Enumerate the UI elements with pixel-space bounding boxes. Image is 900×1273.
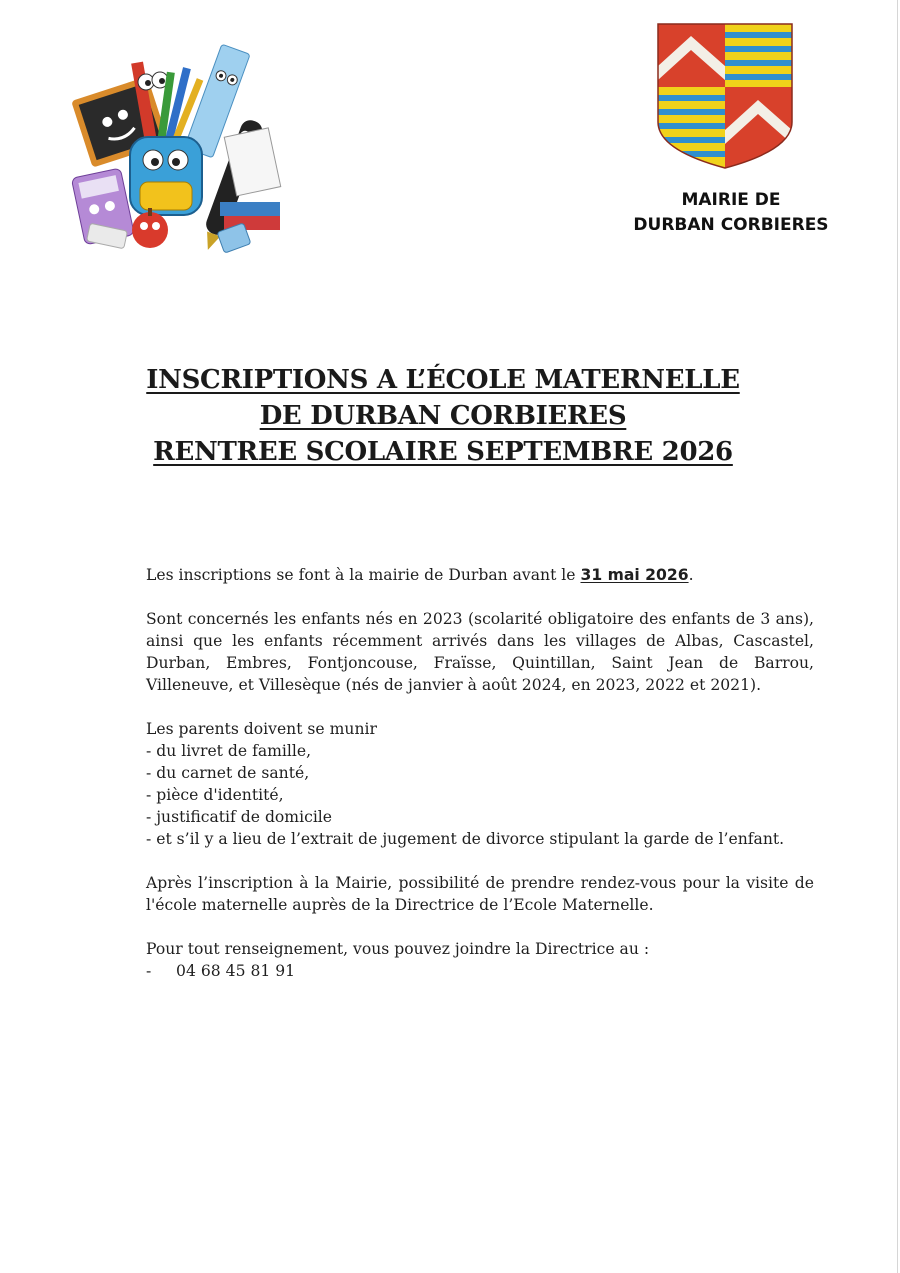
document-title: [60, 362, 826, 470]
document-item: - pièce d'identité,: [146, 786, 284, 804]
concerned-children-paragraph: Sont concernés les enfants nés en 2023 (scolarité obligatoire des enfants de 3 ans), ainsi que les enfants récemment arrivés dans les villages de Albas, Cascastel, Durban, Embres, Fontjoncouse, Fraïsse, Quintillan, Saint Jean de Barrou, Villeneuve, et Villesèque (nés de janvier à août 2024, en 2023, 2022 et 2021).: [146, 610, 814, 694]
title-line-1: INSCRIPTIONS A L’ÉCOLE MATERNELLE: [146, 365, 740, 395]
visit-paragraph: Après l’inscription à la Mairie, possibilité de prendre rendez-vous pour la visite de l'école maternelle auprès de la Directrice de l’Ecole Maternelle.: [146, 874, 814, 914]
title-line-3: RENTREE SCOLAIRE SEPTEMBRE 2026: [153, 437, 733, 467]
organization-line-2: DURBAN CORBIERES: [633, 215, 829, 235]
documents-heading: Les parents doivent se munir: [146, 720, 377, 738]
intro-end: .: [688, 566, 694, 584]
intro-paragraph: [146, 564, 814, 586]
registration-deadline: 31 mai 2026: [580, 566, 689, 584]
municipal-coat-of-arms: [656, 22, 794, 170]
page-edge: [897, 0, 898, 1273]
document-item: - du livret de famille,: [146, 742, 312, 760]
title-line-2: DE DURBAN CORBIERES: [259, 401, 627, 431]
organization-name: [612, 188, 850, 238]
contact-phone: - 04 68 45 81 91: [146, 962, 296, 980]
document-item: - justificatif de domicile: [146, 808, 333, 826]
document-body: [146, 564, 814, 982]
document-item: - et s’il y a lieu de l’extrait de jugement de divorce stipulant la garde de l’enfant.: [146, 830, 785, 848]
intro-text: Les inscriptions se font à la mairie de Durban avant le: [146, 566, 581, 584]
organization-line-1: MAIRIE DE: [681, 190, 781, 210]
document-item: - du carnet de santé,: [146, 764, 310, 782]
school-supplies-illustration: [70, 42, 285, 257]
contact-line: Pour tout renseignement, vous pouvez joindre la Directrice au :: [146, 940, 650, 958]
